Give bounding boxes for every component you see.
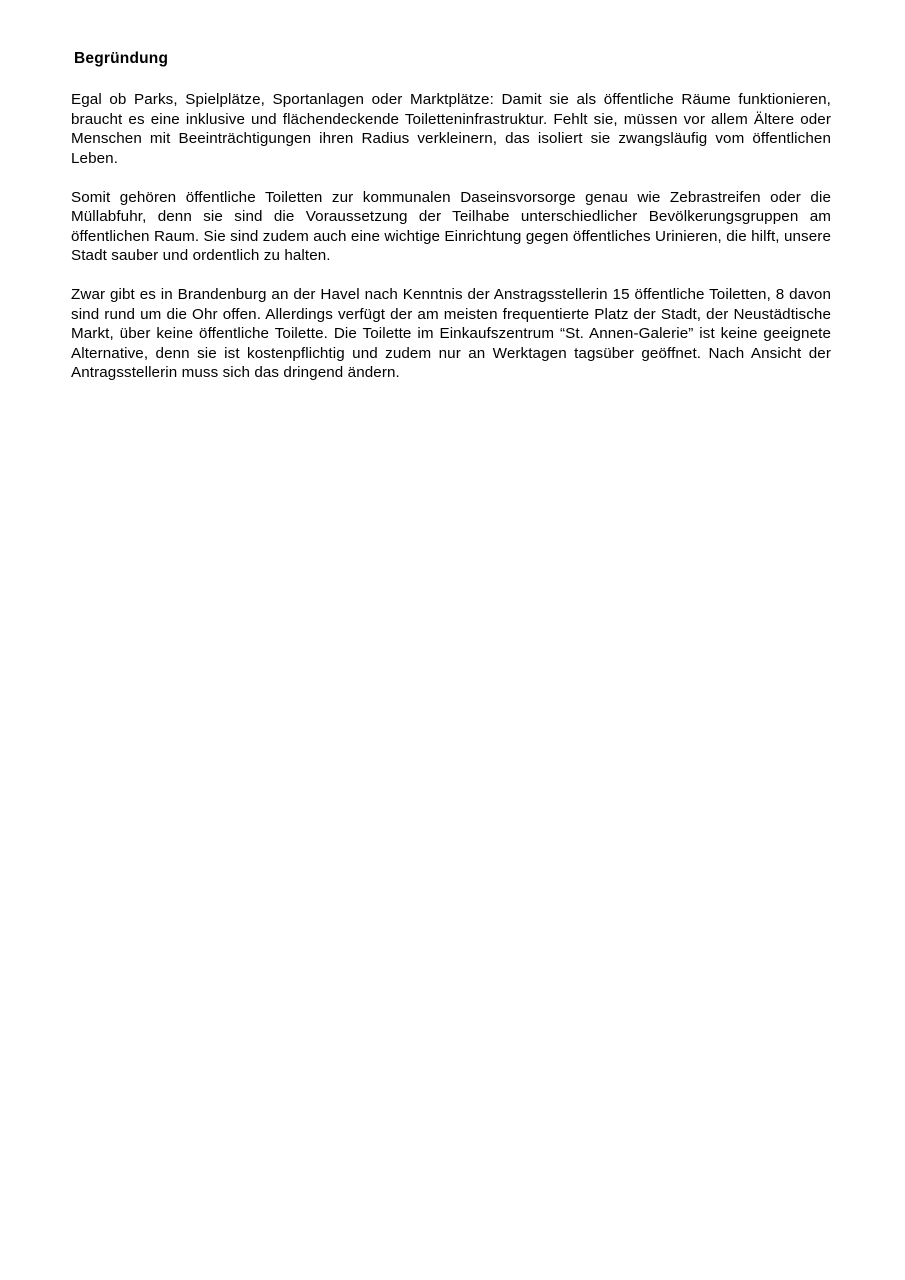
paragraph-3: Zwar gibt es in Brandenburg an der Havel nach Kenntnis der Anstragsstellerin 15 öffentliche Toiletten, 8 davon sind rund um die Ohr offen. Allerdings verfügt der am meisten frequentierte Platz der Stadt, der Neustädtische Markt, über keine öffentliche Toilette. Die Toilette im Einkaufszentrum “St. Annen-Galerie” ist keine geeignete Alternative, denn sie ist kostenpflichtig und zudem nur an Werktagen tagsüber geöffnet. Nach Ansicht der Antragsstellerin muss sich das dringend ändern. <box>71 286 831 381</box>
paragraph-1: Egal ob Parks, Spielplätze, Sportanlagen oder Marktplätze: Damit sie als öffentliche Räume funktionieren, braucht es eine inklusive und flächendeckende Toiletteninfrastruktur. Fehlt sie, müssen vor allem Ältere oder Menschen mit Beeinträchtigungen ihren Radius verkleinern, das isoliert sie zwangsläufig vom öffentlichen Leben. <box>71 91 831 167</box>
document-heading: Begründung <box>74 50 169 67</box>
paragraph-2: Somit gehören öffentliche Toiletten zur kommunalen Daseinsvorsorge genau wie Zebrastreifen oder die Müllabfuhr, denn sie sind die Voraussetzung der Teilhabe unterschiedlicher Bevölkerungsgruppen am öffentlichen Raum. Sie sind zudem auch eine wichtige Einrichtung gegen öffentliches Urinieren, die hilft, unsere Stadt sauber und ordentlich zu halten. <box>71 188 831 264</box>
